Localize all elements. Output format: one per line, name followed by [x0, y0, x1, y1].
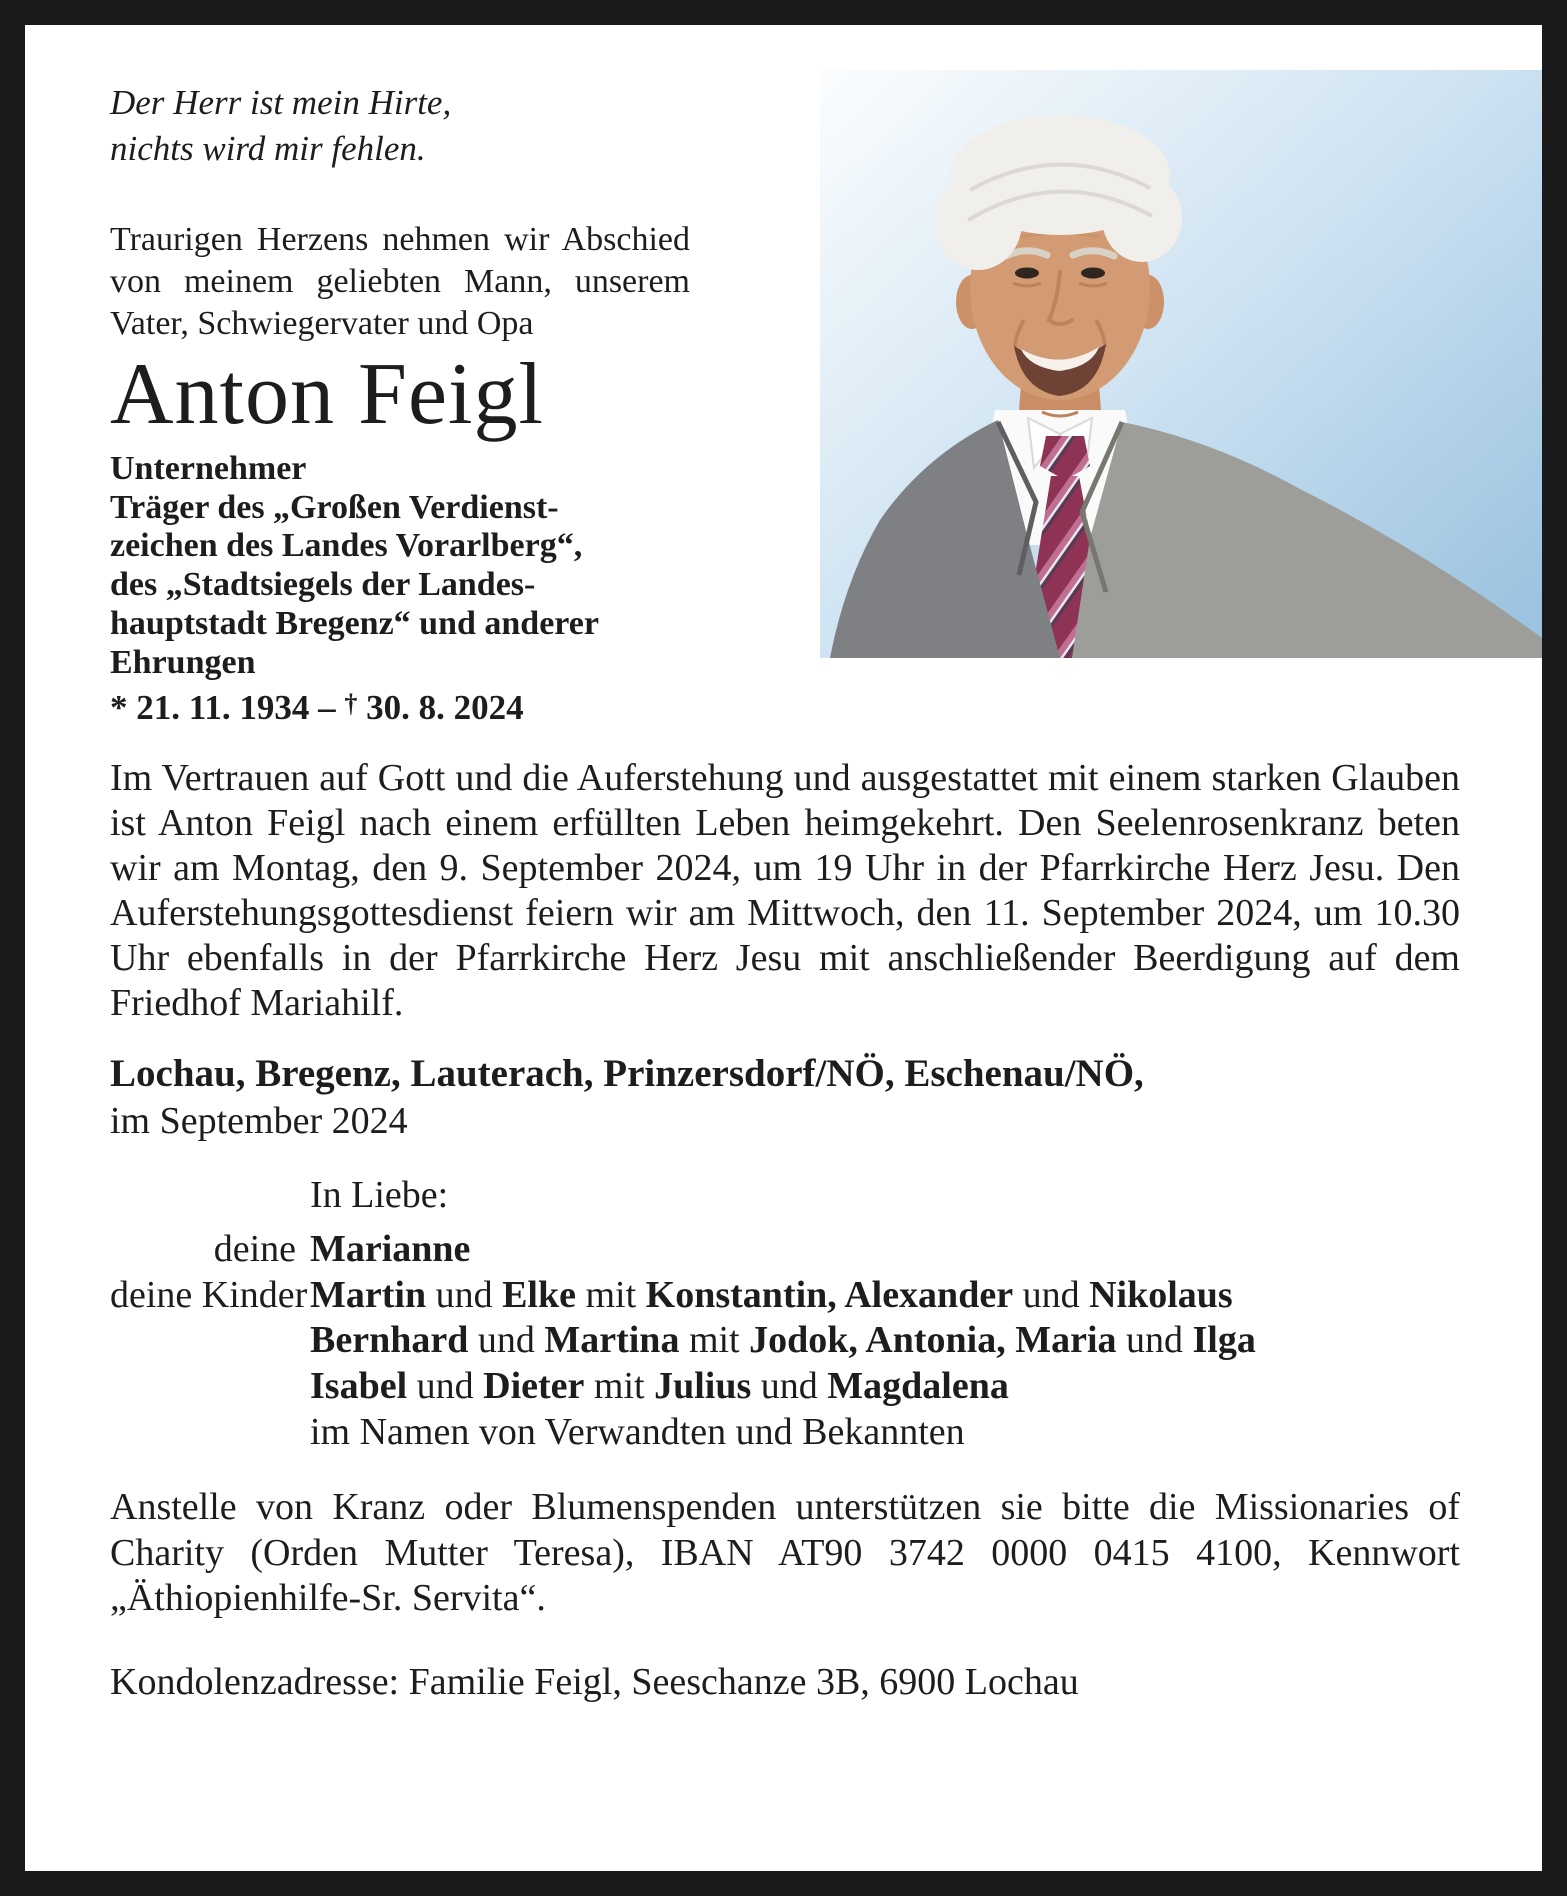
announcement-text: Im Vertrauen auf Gott und die Auferstehung und ausgestattet mit einem starken Glauben ist Anton Feigl nach einem erfüllten Leben heimgekehrt. Den Seelenrosenkranz beten wir am Montag, den 9. September 2024, um 19 Uhr in der Pfarrkirche Herz Jesu. Den Auferstehungsgottesdienst feiern wir am Mittwoch, den 11. September 2024, um 10.30 Uhr ebenfalls in der Pfarrkirche Herz Jesu mit anschließender Beerdigung auf dem Friedhof Mariahilf.	[110, 757, 1460, 1024]
title-line: Ehrungen	[110, 643, 256, 681]
epigraph-line: nichts wird mir fehlen.	[110, 128, 426, 168]
epigraph-line: Der Herr ist mein Hirte,	[110, 83, 452, 122]
epigraph	[110, 80, 715, 171]
places-line: Lochau, Bregenz, Lauterach, Prinzersdorf/NÖ, Eschenau/NÖ,	[110, 1052, 1144, 1096]
intro-text: Traurigen Herzens nehmen wir Abschied von meinem geliebten Mann, unserem Vater, Schwiegervater und Opa	[110, 221, 690, 343]
title-line: Unternehmer	[110, 449, 307, 487]
titles-honors	[110, 450, 715, 683]
family-relation-label: deine	[213, 1228, 296, 1271]
title-line: des „Stadtsiegels der Landes-	[110, 566, 536, 604]
donation-text: Anstelle von Kranz oder Blumenspenden unterstützen sie bitte die Missionaries of Charity (Orden Mutter Teresa), IBAN AT90 3742 0000 0415 4100, Kennwort „Äthiopienhilfe-Sr. Servita“.	[110, 1486, 1460, 1620]
family-rows	[110, 1227, 1460, 1455]
family-names	[310, 1273, 1460, 1455]
dagger-symbol: †	[344, 689, 358, 719]
portrait-photo	[820, 70, 1542, 658]
family-names-line: Bernhard und Martina mit Jodok, Antonia, Maria und Ilga	[310, 1319, 1256, 1362]
life-dates	[110, 688, 715, 728]
family-names-line: im Namen von Verwandten und Bekannten	[310, 1410, 965, 1453]
obituary-content	[25, 25, 1542, 1871]
birth-date: * 21. 11. 1934 –	[110, 688, 336, 728]
death-date: 30. 8. 2024	[366, 688, 524, 728]
family-relation-label: deine Kinder	[110, 1273, 308, 1316]
left-column	[110, 80, 715, 728]
family-names-line: Martin und Elke mit Konstantin, Alexander und Nikolaus	[310, 1273, 1233, 1316]
deceased-name: Anton Feigl	[110, 346, 544, 444]
family-names-line: Isabel und Dieter mit Julius und Magdalena	[310, 1364, 1009, 1407]
date-line: im September 2024	[110, 1100, 408, 1143]
family-names	[310, 1227, 1460, 1273]
family-heading: In Liebe:	[310, 1173, 449, 1216]
title-line: hauptstadt Bregenz“ und anderer	[110, 604, 599, 642]
condolence-address: Kondolenzadresse: Familie Feigl, Seeschanze 3B, 6900 Lochau	[110, 1660, 1079, 1703]
family-names-line: Marianne	[310, 1228, 471, 1271]
title-line: Träger des „Großen Verdienst-	[110, 488, 559, 526]
title-line: zeichen des Landes Vorarlberg“,	[110, 527, 583, 565]
